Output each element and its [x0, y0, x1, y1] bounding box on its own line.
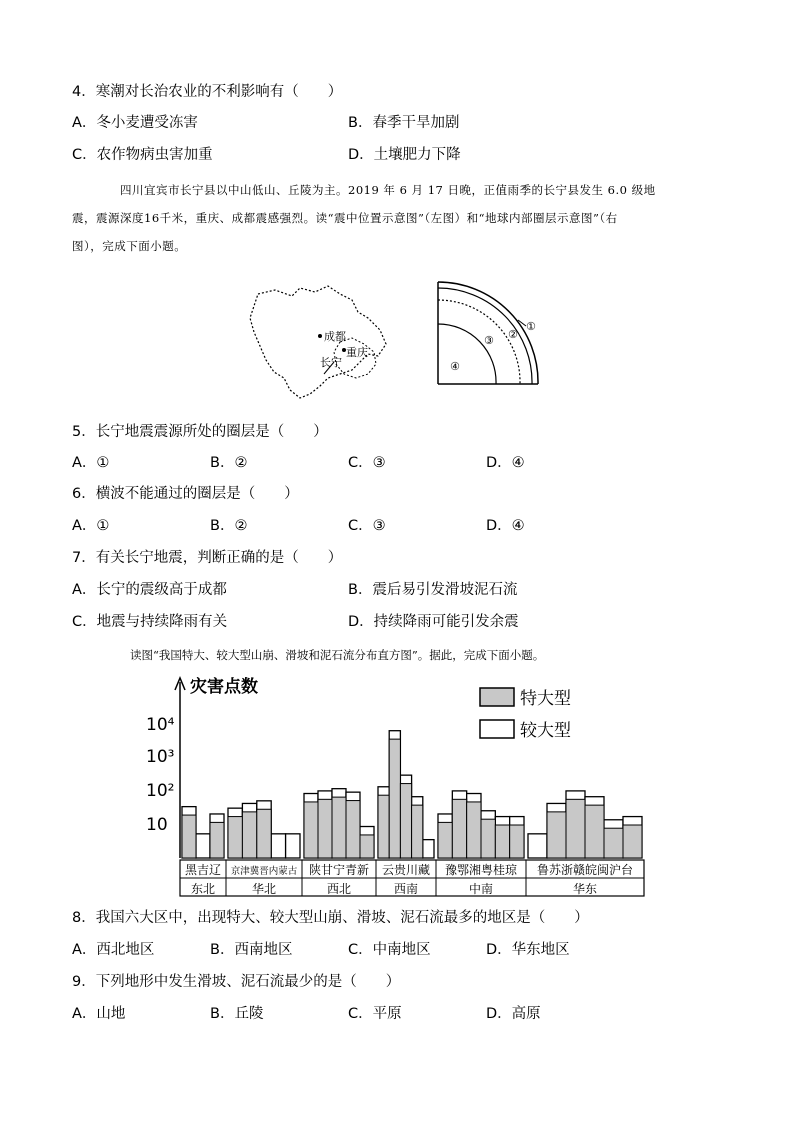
y-tick-4: 10⁴	[146, 715, 175, 735]
epicenter-map	[240, 282, 390, 402]
province-label: 豫鄂湘粤桂琼	[444, 863, 518, 877]
bar-large	[378, 795, 389, 858]
bar-large	[623, 825, 642, 858]
layer-label-2: ②	[508, 328, 518, 341]
q7-stem: 7．有关长宁地震，判断正确的是（ ）	[72, 550, 343, 566]
region-label: 西北	[326, 882, 352, 896]
chongqing-label: 重庆	[346, 346, 368, 359]
q6-stem: 6．横波不能通过的圈层是（ ）	[72, 486, 299, 502]
region-label: 东北	[190, 882, 216, 896]
y-axis-label: 灾害点数	[190, 677, 258, 697]
y-tick-1: 10	[146, 815, 168, 835]
q4-option-a[interactable]: A．冬小麦遭受冻害	[72, 115, 198, 131]
bar-large	[389, 739, 400, 858]
legend-label-large: 特大型	[520, 689, 571, 709]
earth-layers-diagram	[430, 280, 550, 392]
province-label: 陕甘宁青新	[308, 863, 370, 877]
region-label: 西南	[393, 882, 419, 896]
layer-label-1: ①	[526, 320, 536, 333]
bar-large	[510, 825, 524, 858]
q7-option-d[interactable]: D．持续降雨可能引发余震	[348, 614, 519, 630]
q9-option-a[interactable]: A．山地	[72, 1006, 126, 1022]
region-label: 华北	[251, 882, 277, 896]
passage-line-2: 震，震源深度16千米，重庆、成都震感强烈。读“震中位置示意图”（左图）和“地球内部圈层示意图”（右	[72, 211, 618, 225]
bar-large	[210, 822, 224, 858]
bar-large	[452, 799, 466, 858]
bar-large	[604, 828, 623, 858]
y-tick-2: 10²	[146, 781, 175, 801]
q9-stem: 9．下列地形中发生滑坡、泥石流最少的是（ ）	[72, 974, 401, 990]
bar-moderate	[528, 834, 547, 858]
bar-large	[257, 809, 271, 858]
province-label: 黑吉辽	[184, 863, 222, 877]
bar-large	[228, 817, 242, 858]
province-label: 鲁苏浙赣皖闽沪台	[536, 863, 634, 877]
q8-option-c[interactable]: C．中南地区	[348, 942, 431, 958]
q5-option-a[interactable]: A．①	[72, 455, 110, 471]
bar-moderate	[196, 834, 210, 858]
region-label: 中南	[468, 882, 494, 896]
chengdu-label: 成都	[324, 330, 346, 343]
province-label: 云贵川藏	[381, 863, 431, 877]
q4-option-d[interactable]: D．土壤肥力下降	[348, 147, 461, 163]
bar-moderate	[271, 834, 285, 858]
bar-large	[182, 815, 196, 858]
bar-large	[495, 825, 509, 858]
bar-large	[585, 805, 604, 858]
q9-option-c[interactable]: C．平原	[348, 1006, 402, 1022]
passage-line-3: 图），完成下面小题。	[72, 239, 187, 253]
bar-large	[438, 822, 452, 858]
bar-large	[547, 812, 566, 858]
q4-option-b[interactable]: B．春季干旱加剧	[348, 115, 460, 131]
q9-option-b[interactable]: B．丘陵	[210, 1006, 264, 1022]
q6-option-c[interactable]: C．③	[348, 518, 386, 534]
q8-option-b[interactable]: B．西南地区	[210, 942, 293, 958]
bar-large	[318, 799, 332, 858]
q9-option-d[interactable]: D．高原	[486, 1006, 541, 1022]
province-label: 京津冀晋内蒙古	[230, 866, 298, 877]
bar-large	[400, 784, 411, 858]
bar-large	[304, 802, 318, 858]
q8-stem: 8．我国六大区中，出现特大、较大型山崩、滑坡、泥石流最多的地区是（ ）	[72, 910, 589, 926]
q5-option-d[interactable]: D．④	[486, 455, 525, 471]
bar-large	[566, 799, 585, 858]
q6-option-d[interactable]: D．④	[486, 518, 525, 534]
q7-option-a[interactable]: A．长宁的震级高于成都	[72, 582, 227, 598]
q4-option-c[interactable]: C．农作物病虫害加重	[72, 147, 213, 163]
bar-large	[481, 819, 495, 858]
q6-option-a[interactable]: A．①	[72, 518, 110, 534]
layer-label-3: ③	[484, 334, 494, 347]
legend-swatch-moderate	[480, 720, 514, 738]
q6-option-b[interactable]: B．②	[210, 518, 248, 534]
bar-moderate	[286, 834, 300, 858]
core-boundary	[438, 324, 496, 384]
changning-label: 长宁	[320, 356, 342, 369]
bar-large	[412, 805, 423, 858]
q8-option-a[interactable]: A．西北地区	[72, 942, 155, 958]
bar-large	[242, 812, 256, 858]
sichuan-boundary	[250, 286, 386, 398]
passage-line-1: 四川宜宾市长宁县以中山低山、丘陵为主。2019 年 6 月 17 日晚，正值雨季的长宁县发生 6.0 级地	[120, 183, 656, 197]
chengdu-dot	[318, 334, 322, 338]
bar-large	[467, 802, 481, 858]
q5-option-b[interactable]: B．②	[210, 455, 248, 471]
legend-label-moderate: 较大型	[520, 721, 571, 741]
bar-large	[332, 797, 346, 858]
y-tick-3: 10³	[146, 747, 175, 767]
disaster-histogram	[140, 668, 660, 900]
histogram-bars	[182, 731, 642, 858]
q7-option-c[interactable]: C．地震与持续降雨有关	[72, 614, 228, 630]
q5-stem: 5．长宁地震震源所处的圈层是（ ）	[72, 424, 328, 440]
q4-stem: 4．寒潮对长治农业的不利影响有（ ）	[72, 84, 343, 100]
q5-option-c[interactable]: C．③	[348, 455, 386, 471]
q7-option-b[interactable]: B．震后易引发滑坡泥石流	[348, 582, 518, 598]
legend-swatch-large	[480, 688, 514, 706]
passage-earthquake	[72, 176, 722, 260]
bar-large	[360, 835, 374, 858]
q8-option-d[interactable]: D．华东地区	[486, 942, 570, 958]
passage-chart-intro: 读图“我国特大、较大型山崩、滑坡和泥石流分布直方图”。据此，完成下面小题。	[130, 648, 545, 662]
bar-moderate	[423, 840, 434, 858]
bar-large	[346, 801, 360, 858]
layer-label-4: ④	[450, 360, 460, 373]
region-label: 华东	[572, 882, 598, 896]
